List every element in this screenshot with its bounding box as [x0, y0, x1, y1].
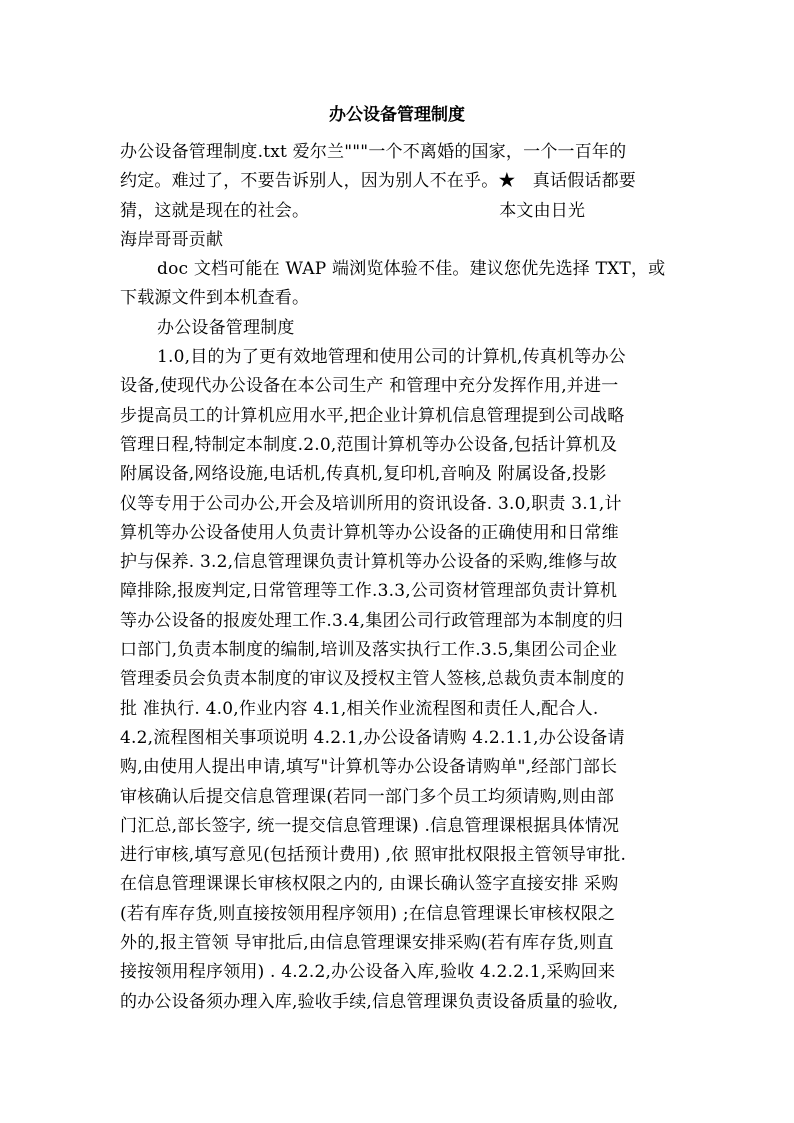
body-line-with-attribution	[120, 197, 676, 226]
body-line: 算机等办公设备使用人负责计算机等办公设备的正确使用和日常维	[120, 522, 619, 543]
body-line: 进行审核,填写意见(包括预计费用) ,依 照审批权限报主管领导审批.	[120, 845, 627, 866]
body-line: 口部门,负责本制度的编制,培训及落实执行工作.3.5,集团公司企业	[120, 640, 618, 661]
body-line: 约定。难过了，不要告诉别人，因为别人不在乎。★ 真话假话都要	[120, 171, 636, 192]
body-line: 办公设备管理制度.txt 爱尔兰"""一个不离婚的国家，一个一百年的	[120, 142, 627, 162]
attribution-text: 本文由日光	[499, 200, 586, 221]
body-line: 的办公设备须办理入库,验收手续,信息管理课负责设备质量的验收,	[120, 991, 619, 1012]
body-line: 海岸哥哥贡献	[120, 229, 224, 250]
body-line: 在信息管理课课长审核权限之内的, 由课长确认签字直接安排 采购	[120, 874, 619, 895]
body-line: (若有库存货,则直接按领用程序领用) ;在信息管理课长审核权限之	[120, 903, 616, 924]
body-line: doc 文档可能在 WAP 端浏览体验不佳。建议您优先选择 TXT，或	[157, 259, 666, 280]
section-heading: 办公设备管理制度	[157, 317, 295, 338]
body-line: 批 准执行. 4.0,作业内容 4.1,相关作业流程图和责任人,配合人.	[120, 698, 599, 719]
body-line: 管理委员会负责本制度的审议及授权主管人签核,总裁负责本制度的	[120, 669, 625, 690]
body-line: 仪等专用于公司办公,开会及培训所用的资讯设备. 3.0,职责 3.1,计	[120, 493, 622, 514]
body-line: 障排除,报废判定,日常管理等工作.3.3,公司资材管理部负责计算机	[120, 581, 618, 602]
body-line: 审核确认后提交信息管理课(若同一部门多个员工均须请购,则由部	[120, 786, 615, 807]
body-line: 下载源文件到本机查看。	[120, 288, 310, 309]
body-line: 外的,报主管领 导审批后,由信息管理课安排采购(若有库存货,则直	[120, 933, 614, 954]
body-line: 设备,使现代办公设备在本公司生产 和管理中充分发挥作用,并进一	[120, 376, 619, 397]
body-line: 4.2,流程图相关事项说明 4.2.1,办公设备请购 4.2.1.1,办公设备请	[120, 727, 625, 748]
body-line: 护与保养. 3.2,信息管理课负责计算机等办公设备的采购,维修与故	[120, 552, 618, 573]
body-line: 1.0,目的为了更有效地管理和使用公司的计算机,传真机等办公	[157, 347, 626, 368]
body-line: 门汇总,部长签字, 统一提交信息管理课) .信息管理课根据具体情况	[120, 815, 620, 836]
document-body	[120, 138, 676, 1017]
body-line: 附属设备,网络设施,电话机,传真机,复印机,音响及 附属设备,投影	[120, 464, 607, 485]
body-line: 步提高员工的计算机应用水平,把企业计算机信息管理提到公司战略	[120, 405, 625, 426]
body-line: 管理日程,特制定本制度.2.0,范围计算机等办公设备,包括计算机及	[120, 434, 618, 455]
body-line-text: 猜，这就是现在的社会。	[120, 200, 310, 221]
body-line: 购,由使用人提出申请,填写"计算机等办公设备请购单",经部门部长	[120, 757, 618, 778]
body-line: 接按领用程序领用) . 4.2.2,办公设备入库,验收 4.2.2.1,采购回来	[120, 962, 616, 983]
document-title: 办公设备管理制度	[329, 105, 465, 125]
body-line: 等办公设备的报废处理工作.3.4,集团公司行政管理部为本制度的归	[120, 610, 624, 631]
